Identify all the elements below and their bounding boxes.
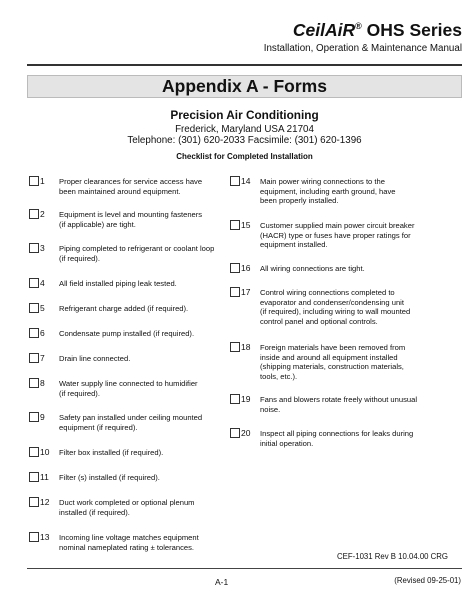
item-text [59, 448, 163, 458]
page-number: A-1 [215, 577, 229, 587]
item-number: 19 [241, 394, 251, 404]
checkbox[interactable] [230, 342, 240, 352]
item-number: 3 [40, 243, 45, 253]
item-text [59, 379, 198, 398]
item-text-line: Water supply line connected to humidifier [59, 379, 198, 388]
item-text-line: Equipment is level and mounting fasteners [59, 210, 203, 219]
document-reference: CEF-1031 Rev B 10.04.00 CRG [337, 552, 448, 561]
checkbox[interactable] [29, 447, 39, 457]
item-text-line: control panel and optional controls. [260, 316, 378, 326]
checkbox[interactable] [29, 176, 39, 186]
brand-name: CeilAiR [292, 20, 356, 40]
item-text-line: installed (if required). [59, 507, 130, 517]
registered-mark: ® [355, 21, 362, 31]
footer-rule [27, 568, 462, 569]
checkbox[interactable] [230, 394, 240, 404]
item-text [260, 429, 413, 448]
item-text-line: Inspect all piping connections for leaks during [260, 429, 414, 438]
checkbox[interactable] [29, 532, 39, 542]
item-text-line: Drain line connected. [59, 354, 131, 363]
appendix-title: Appendix A - Forms [162, 76, 327, 96]
checkbox[interactable] [29, 472, 39, 482]
item-text-line: initial operation. [260, 438, 314, 448]
checkbox[interactable] [29, 412, 39, 422]
item-number: 5 [40, 303, 45, 313]
item-text-line: equipment (if required). [59, 422, 138, 432]
item-text [59, 244, 214, 263]
checkbox[interactable] [230, 220, 240, 230]
appendix-banner [27, 75, 462, 98]
item-text [260, 177, 396, 206]
item-text [260, 264, 365, 274]
item-number: 11 [40, 472, 49, 482]
item-text [59, 473, 160, 483]
item-text-line: noise. [260, 404, 281, 414]
company-address: Frederick, Maryland USA 21704 [175, 124, 314, 135]
item-number: 17 [241, 287, 251, 297]
checkbox[interactable] [230, 263, 240, 273]
header-rule [27, 64, 462, 66]
checkbox[interactable] [29, 378, 39, 388]
series-title [293, 20, 462, 41]
item-number: 8 [40, 378, 45, 388]
item-number: 14 [241, 176, 251, 186]
item-text-line: Control wiring connections completed to [260, 288, 395, 297]
item-number: 13 [40, 532, 50, 542]
item-text-line: Condensate pump installed (if required). [59, 329, 195, 338]
item-text-line: been properly installed. [260, 196, 339, 206]
company-phone: Telephone: (301) 620-2033 Facsimile: (301) 620-1396 [127, 135, 362, 146]
item-number: 15 [241, 220, 251, 230]
item-text-line: inside and around all equipment installed [260, 352, 398, 362]
item-text-line: Customer supplied main power circuit breaker [260, 221, 415, 230]
item-number: 10 [40, 447, 50, 457]
item-text-line: Filter box installed (if required). [59, 448, 164, 457]
item-number: 2 [40, 209, 45, 219]
item-text-line: tools, etc.). [260, 371, 298, 381]
item-text-line: Foreign materials have been removed from [260, 343, 406, 352]
checkbox[interactable] [29, 328, 39, 338]
item-number: 4 [40, 278, 45, 288]
item-number: 12 [40, 497, 50, 507]
item-text [59, 329, 194, 339]
item-text-line: Proper clearances for service access have [59, 177, 203, 186]
item-text-line: Piping completed to refrigerant or coolant loop [59, 244, 215, 253]
item-text-line: All wiring connections are tight. [260, 264, 365, 273]
item-text [59, 498, 195, 517]
item-text [260, 288, 410, 326]
item-text-line: (if applicable) are tight. [59, 219, 136, 229]
checkbox[interactable] [29, 278, 39, 288]
series-name: OHS Series [361, 20, 462, 40]
item-text-line: evaporator and condenser/condensing unit [260, 297, 404, 307]
item-number: 16 [241, 263, 251, 273]
item-text [260, 395, 417, 414]
item-text-line: nominal nameplated rating ± tolerances. [59, 542, 195, 552]
item-text-line: Main power wiring connections to the [260, 177, 385, 186]
item-number: 9 [40, 412, 45, 422]
item-text [59, 210, 202, 229]
revised-date: (Revised 09-25-01) [394, 576, 461, 585]
item-number: 1 [40, 176, 45, 186]
item-text [59, 354, 130, 364]
item-text [59, 413, 202, 432]
item-number: 6 [40, 328, 45, 338]
checkbox[interactable] [230, 176, 240, 186]
checkbox[interactable] [29, 353, 39, 363]
manual-subtitle: Installation, Operation & Maintenance Manual [263, 43, 462, 54]
item-text [59, 533, 199, 552]
item-text [59, 304, 188, 314]
item-text [59, 177, 202, 196]
item-text-line: Refrigerant charge added (if required). [59, 304, 189, 313]
item-text [260, 221, 414, 250]
item-text-line: (shipping materials, construction materials, [260, 362, 404, 372]
item-text [260, 343, 405, 381]
item-number: 20 [241, 428, 251, 438]
item-text-line: Duct work completed or optional plenum [59, 498, 195, 507]
checkbox[interactable] [29, 209, 39, 219]
item-text-line: Filter (s) installed (if required). [59, 473, 160, 482]
checkbox[interactable] [29, 243, 39, 253]
item-text-line: (if required). [59, 388, 100, 398]
checklist-title: Checklist for Completed Installation [176, 152, 313, 161]
item-text [59, 279, 177, 289]
checkbox[interactable] [230, 287, 240, 297]
item-number: 18 [241, 342, 251, 352]
item-text-line: equipment, including earth ground, have [260, 186, 396, 196]
company-name: Precision Air Conditioning [170, 108, 319, 122]
item-text-line: been maintained around equipment. [59, 186, 181, 196]
checkbox[interactable] [29, 497, 39, 507]
item-text-line: Safety pan installed under ceiling mounted [59, 413, 203, 422]
item-text-line: (if required), including wiring to wall mounted [260, 307, 411, 317]
item-text-line: All field installed piping leak tested. [59, 279, 177, 288]
checkbox[interactable] [29, 303, 39, 313]
item-text-line: equipment installed. [260, 240, 328, 250]
item-text-line: Incoming line voltage matches equipment [59, 533, 199, 542]
item-text-line: (if required). [59, 253, 100, 263]
item-number: 7 [40, 353, 45, 363]
item-text-line: (HACR) type or fuses have proper ratings for [260, 230, 411, 240]
item-text-line: Fans and blowers rotate freely without unusual [260, 395, 418, 404]
checkbox[interactable] [230, 428, 240, 438]
